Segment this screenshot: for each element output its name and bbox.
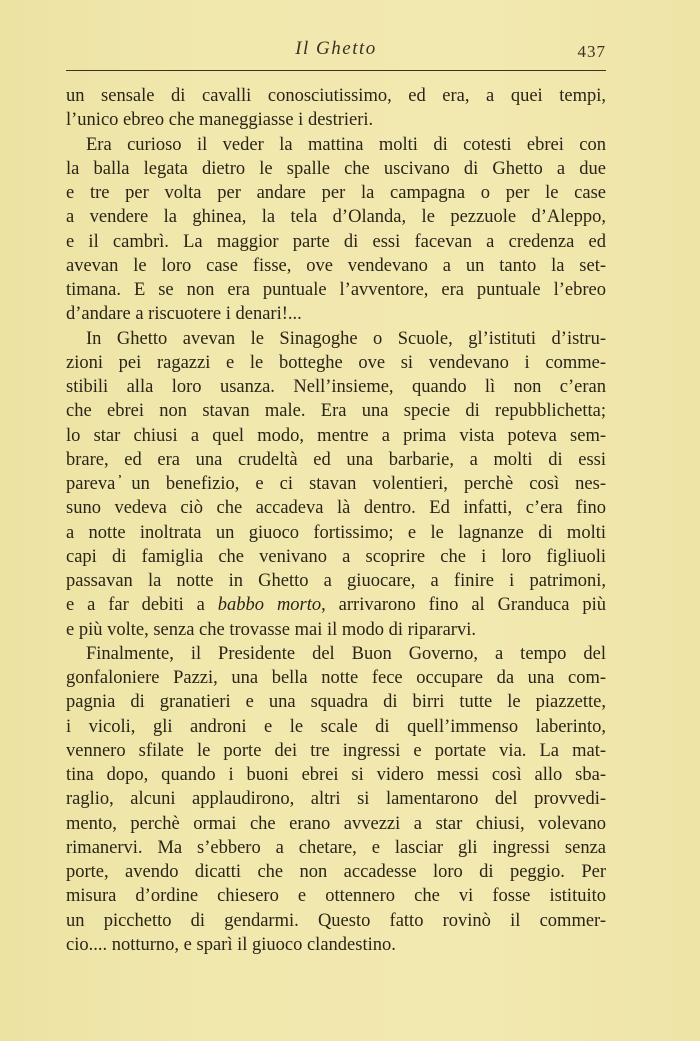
text-line: gonfaloniere Pazzi, una bella notte fece occupare da una com- xyxy=(66,668,606,688)
text-line: porte, avendo dicatti che non accadesse loro di peggio. Per xyxy=(66,862,606,882)
text-line: e più volte, senza che trovasse mai il modo di ripararvi. xyxy=(66,619,476,640)
text-line: pagnia di granatieri e una squadra di birri tutte le piazzette, xyxy=(66,692,606,713)
text-line: tina dopo, quando i buoni ebrei si videro messi così allo sba- xyxy=(66,765,606,785)
text-line: a notte inoltrata un giuoco fortissimo; e le lagnanze di molti xyxy=(66,522,606,543)
running-title: Il Ghetto xyxy=(295,38,377,59)
text-line: stibili alla loro usanza. Nell’insieme, quando lì non c’eran xyxy=(66,377,606,397)
text-line: la balla legata dietro le spalle che uscivano di Ghetto a due xyxy=(66,158,606,179)
italic-phrase: babbo morto xyxy=(217,595,322,616)
text-line: un sensale di cavalli conosciutissimo, ed era, a quei tempi, xyxy=(66,86,606,106)
text-line: Finalmente, il Presidente del Buon Governo, a tempo del xyxy=(86,643,606,664)
text-line: a vendere la ghinea, la tela d’Olanda, le pezzuole d’Aleppo, xyxy=(66,207,606,228)
text-line: suno vedeva ciò che accadeva là dentro. Ed infatti, c’era fino xyxy=(66,498,606,519)
text-line: cio.... notturno, e sparì il giuoco clandestino. xyxy=(66,934,396,955)
running-header xyxy=(66,36,606,71)
text-line: l’unico ebreo che maneggiasse i destrieri. xyxy=(66,110,374,131)
text-line-with-italic xyxy=(66,593,606,617)
text-line: capi di famiglia che venivano a scoprire che i loro figliuoli xyxy=(66,546,606,567)
text-line: brare, ed era una crudeltà ed una barbarie, a molti di essi xyxy=(66,449,606,470)
text-fragment: , arrivarono fino al Granduca più xyxy=(321,595,607,616)
text-line: rimanervi. Ma s’ebbero a chetare, e lasciar gli ingressi senza xyxy=(66,837,606,858)
text-line: mento, perchè ormai che erano avvezzi a star chiusi, volevano xyxy=(66,813,606,834)
text-line: In Ghetto avevan le Sinagoghe o Scuole, gl’istituti d’istru- xyxy=(86,328,606,349)
text-line: Era curioso il veder la mattina molti di cotesti ebrei con xyxy=(86,134,606,155)
text-line: e il cambrì. La maggior parte di essi facevan a credenza ed xyxy=(66,231,606,252)
text-line: pareva ̓un benefizio, e ci stavan volentieri, perchè così nes- xyxy=(66,474,606,494)
text-line: avevan le loro case fisse, ove vendevano a un tanto la set- xyxy=(66,255,606,276)
text-line: un picchetto di gendarmi. Questo fatto rovinò il commer- xyxy=(66,910,606,931)
text-line: e tre per volta per andare per la campagna o per le case xyxy=(66,183,606,203)
text-line: timana. E se non era puntuale l’avventore, era puntuale l’ebreo xyxy=(66,280,606,300)
text-line: passavan la notte in Ghetto a giuocare, a finire i patrimoni, xyxy=(66,571,606,591)
text-line: zioni pei ragazzi e le botteghe ove si vendevano i comme- xyxy=(66,352,606,373)
text-line: i vicoli, gli androni e le scale di quell’immenso laberinto, xyxy=(66,716,606,737)
text-line: misura d’ordine chiesero e ottennero che vi fosse istituito xyxy=(66,886,606,907)
body-text xyxy=(66,84,606,957)
text-line: che ebrei non stavan male. Era una specie di repubblichetta; xyxy=(66,401,606,422)
text-line: raglio, alcuni applaudirono, altri si lamentarono del provvedi- xyxy=(66,789,606,810)
page-number: 437 xyxy=(577,42,606,61)
text-line: d’andare a riscuotere i denari!... xyxy=(66,304,302,325)
text-fragment: e a far debiti a xyxy=(66,595,218,616)
text-line: lo star chiusi a quel modo, mentre a prima vista poteva sem- xyxy=(66,425,606,446)
text-line: vennero sfilate le porte dei tre ingressi e portate via. La mat- xyxy=(66,740,606,761)
